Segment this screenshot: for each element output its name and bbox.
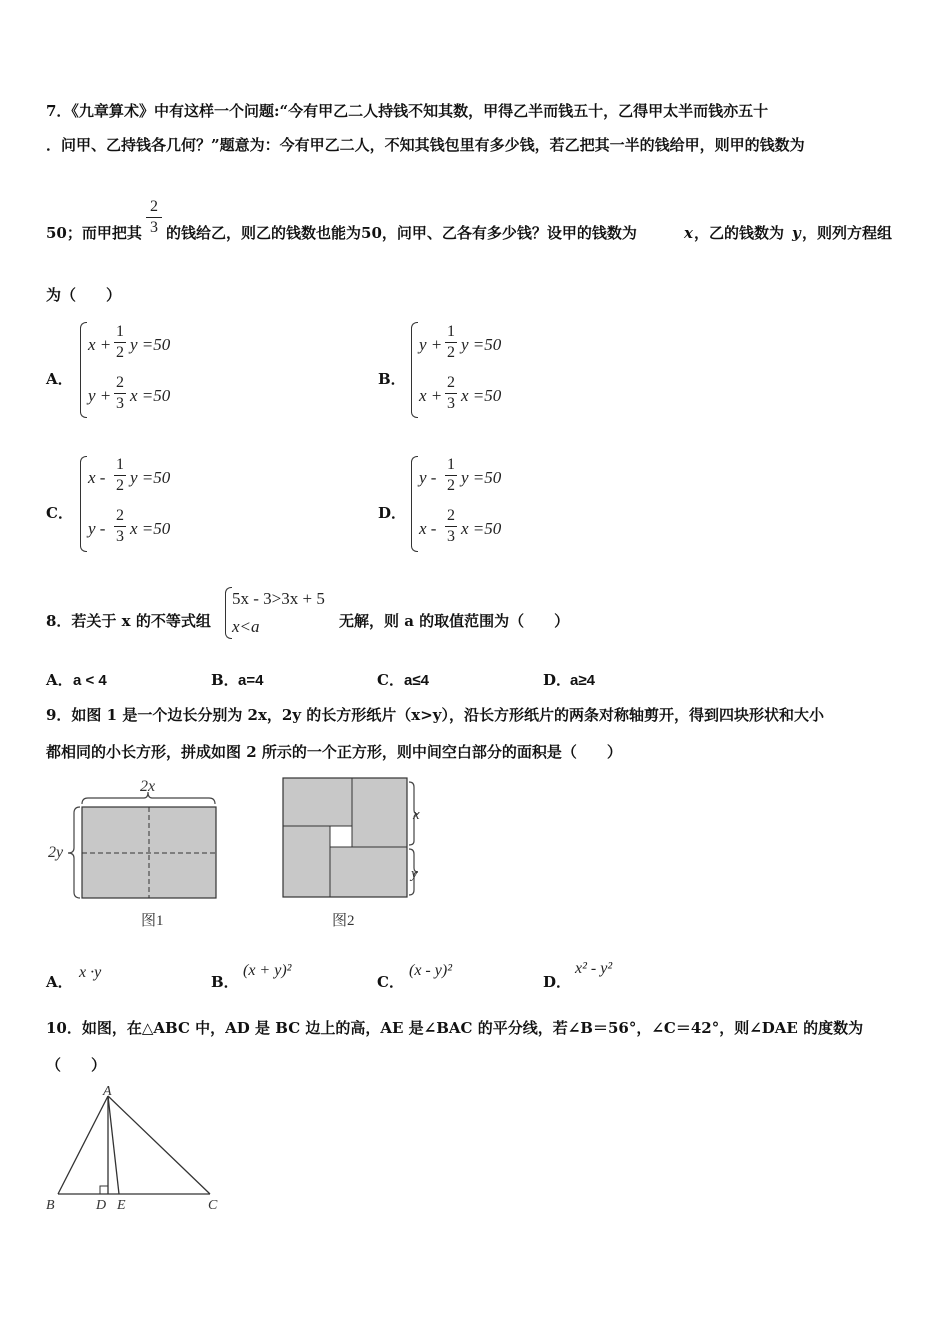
- label-c: C: [208, 1198, 218, 1213]
- eq1-left: y +: [419, 335, 443, 354]
- q7-line3-part-b: 的钱给乙，则乙的钱数也能为50，问甲、乙各有多少钱？设甲的钱数为: [166, 224, 637, 242]
- q7-fraction-two-thirds: [146, 199, 162, 236]
- eq1-right: y =50: [130, 335, 171, 354]
- eq2-fraction: 2 3: [116, 507, 124, 545]
- fig2-y-label: y: [411, 866, 418, 882]
- option-label: A．: [46, 973, 73, 991]
- fig1-left-label: 2y: [48, 844, 64, 861]
- eq1-right: y =50: [130, 468, 171, 487]
- label-b: B: [46, 1198, 55, 1213]
- option-label: D．: [543, 671, 572, 689]
- eq2-fraction: 2 3: [116, 374, 124, 412]
- eq2-right: x =50: [461, 519, 502, 538]
- system-brace: [411, 322, 418, 418]
- eq1-left: x +: [88, 335, 112, 354]
- q7-stem-line2: ．问甲、乙持钱各几何？”题意为：今有甲乙二人，不知其钱包里有多少钱，若乙把其一半的钱给甲，则甲的钱数为: [46, 136, 805, 154]
- eq1-fraction: 1 2: [116, 456, 124, 494]
- option-label: A．: [46, 671, 73, 689]
- eq1-left: y -: [419, 468, 437, 487]
- q7-line3-part-c: ，乙的钱数为: [694, 224, 785, 242]
- system-brace: [411, 456, 418, 552]
- frac-numerator: 2: [150, 198, 158, 215]
- q9-stem-line1: 9．如图 1 是一个边长分别为 2x，2y 的长方形纸片（x>y），沿长方形纸片的两条对称轴剪开，得到四块形状和大小: [46, 706, 825, 724]
- q10-stem-line1: 10．如图，在△ABC 中，AD 是 BC 边上的高，AE 是∠BAC 的平分线，若∠B＝56°，∠C＝42°，则∠DAE 的度数为: [46, 1019, 864, 1037]
- option-label: D．: [378, 504, 407, 522]
- eq2-right: x =50: [130, 519, 171, 538]
- q8-stem-b: 无解，则 a 的取值范围为（ ）: [339, 612, 570, 630]
- label-e: E: [117, 1198, 126, 1213]
- option-label: A．: [46, 370, 73, 388]
- q9-stem-line2: 都相同的小长方形，拼成如图 2 所示的一个正方形，则中间空白部分的面积是（ ）: [46, 743, 622, 761]
- eq1-left: x -: [88, 468, 106, 487]
- q8-stem-a: 8．若关于 x 的不等式组: [46, 612, 211, 630]
- q8-system-brace: [225, 587, 232, 639]
- option-label: C．: [46, 504, 73, 522]
- q8-inequality-2: x<a: [232, 617, 260, 636]
- fig2-x-label: x: [413, 807, 420, 823]
- bisector-ae: [108, 1096, 119, 1194]
- system-brace: [80, 322, 87, 418]
- option-label: C．: [377, 671, 404, 689]
- eq2-fraction: 2 3: [447, 507, 455, 545]
- eq1-right: y =50: [461, 468, 502, 487]
- option-label: C．: [377, 973, 404, 991]
- option-text: a < 4: [73, 672, 107, 689]
- q9-figure-2: [278, 774, 438, 934]
- q10-stem-line2: （ ）: [46, 1056, 107, 1074]
- q7-stem-line1: 7．《九章算术》中有这样一个问题:“今有甲乙二人持钱不知其数，甲得乙半而钱五十，乙得甲太半而钱亦五十: [46, 102, 769, 120]
- q8-inequality-1: 5x - 3>3x + 5: [232, 589, 325, 608]
- q9-figure-1: [44, 774, 234, 934]
- option-text: a≤4: [404, 672, 429, 689]
- eq1-right: y =50: [461, 335, 502, 354]
- fig1-caption: 图1: [141, 913, 164, 929]
- frac-denominator: 3: [150, 219, 158, 236]
- option-expr: x ·y: [79, 964, 102, 981]
- eq2-left: x -: [419, 519, 437, 538]
- eq2-right: x =50: [130, 386, 171, 405]
- q7-line3-part-a: 50；而甲把其: [46, 224, 142, 242]
- option-text: a=4: [238, 672, 264, 689]
- eq2-fraction: 2 3: [447, 374, 455, 412]
- option-expr: x² - y²: [575, 960, 613, 977]
- option-label: D．: [543, 973, 572, 991]
- fig1-top-label: 2x: [140, 778, 156, 795]
- eq2-left: y +: [88, 386, 112, 405]
- eq2-left: x +: [419, 386, 443, 405]
- right-angle-mark: [100, 1186, 108, 1194]
- fig2-caption: 图2: [332, 913, 355, 929]
- q7-line3-part-d: ，则列方程组: [802, 224, 893, 242]
- eq1-fraction: 1 2: [447, 456, 455, 494]
- q7-var-x: x: [684, 224, 693, 242]
- side-ac: [108, 1096, 210, 1194]
- option-text: a≥4: [570, 672, 595, 689]
- eq2-left: y -: [88, 519, 106, 538]
- side-ab: [58, 1096, 108, 1194]
- label-a: A: [103, 1084, 112, 1099]
- q10-triangle-figure: [40, 1082, 235, 1217]
- fig2-center-blank: [330, 826, 352, 847]
- option-expr: (x - y)²: [409, 962, 452, 979]
- q7-var-y: y: [792, 224, 801, 242]
- q7-stem-line4: 为（ ）: [46, 286, 122, 304]
- option-label: B．: [211, 973, 239, 991]
- option-expr: (x + y)²: [243, 962, 292, 979]
- label-d: D: [96, 1198, 107, 1213]
- option-label: B．: [378, 370, 406, 388]
- eq2-right: x =50: [461, 386, 502, 405]
- eq1-fraction: 1 2: [447, 323, 455, 361]
- system-brace: [80, 456, 87, 552]
- option-label: B．: [211, 671, 239, 689]
- eq1-fraction: 1 2: [116, 323, 124, 361]
